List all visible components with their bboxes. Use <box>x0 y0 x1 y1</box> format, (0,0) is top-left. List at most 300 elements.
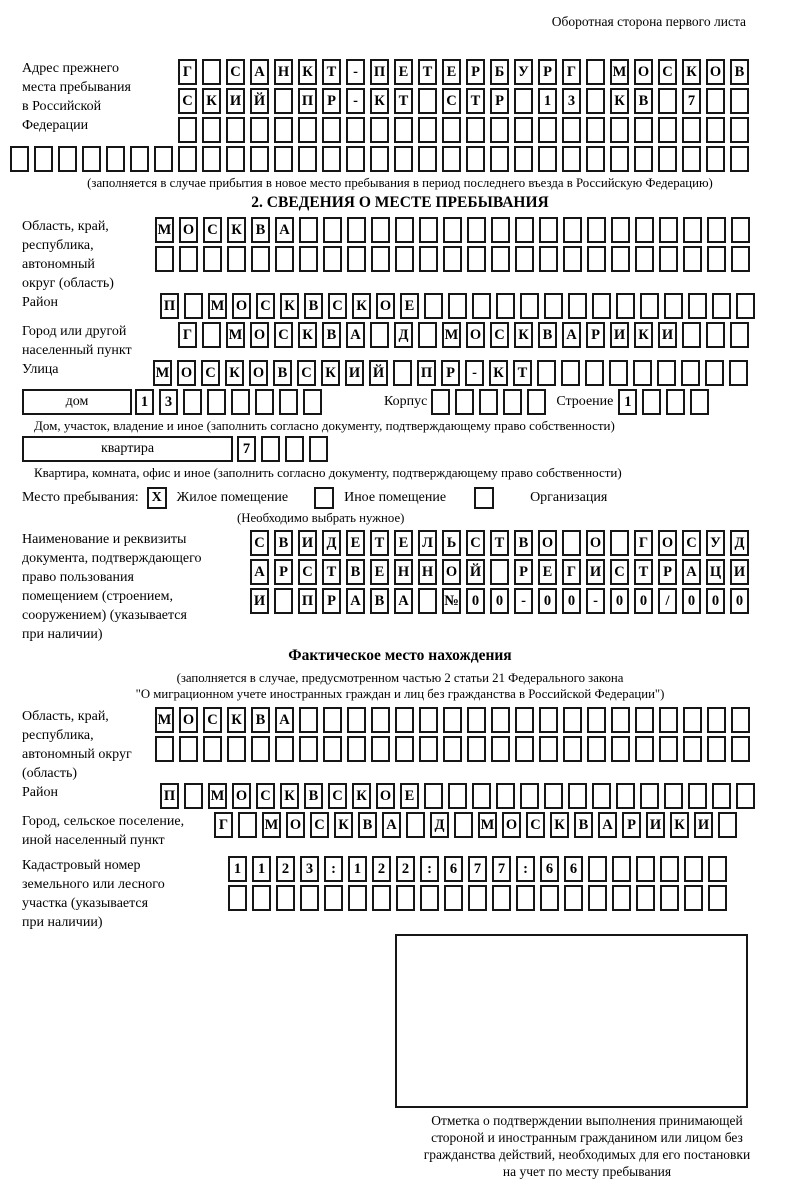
form-cell[interactable] <box>155 736 174 762</box>
form-cell[interactable] <box>466 117 485 143</box>
form-cell[interactable] <box>682 322 701 348</box>
form-cell[interactable] <box>682 146 701 172</box>
form-cell[interactable]: К <box>670 812 689 838</box>
form-cell[interactable] <box>394 117 413 143</box>
form-cell[interactable] <box>515 736 534 762</box>
form-cell[interactable] <box>472 293 491 319</box>
form-cell[interactable]: / <box>658 588 677 614</box>
form-cell[interactable]: П <box>370 59 389 85</box>
form-cell[interactable] <box>406 812 425 838</box>
form-cell[interactable]: А <box>394 588 413 614</box>
form-cell[interactable]: С <box>274 322 293 348</box>
form-cell[interactable]: 3 <box>300 856 319 882</box>
form-cell[interactable]: Н <box>274 59 293 85</box>
form-cell[interactable] <box>448 783 467 809</box>
form-cell[interactable]: - <box>586 588 605 614</box>
form-cell[interactable] <box>561 360 580 386</box>
form-cell[interactable]: Т <box>634 559 653 585</box>
form-cell[interactable]: О <box>179 707 198 733</box>
form-cell[interactable] <box>466 146 485 172</box>
form-cell[interactable]: О <box>634 59 653 85</box>
form-cell[interactable] <box>706 88 725 114</box>
form-cell[interactable] <box>472 783 491 809</box>
form-cell[interactable]: - <box>514 588 533 614</box>
form-cell[interactable] <box>184 783 203 809</box>
form-cell[interactable] <box>544 783 563 809</box>
form-cell[interactable] <box>299 736 318 762</box>
form-cell[interactable]: К <box>321 360 340 386</box>
form-cell[interactable] <box>660 856 679 882</box>
form-cell[interactable]: А <box>250 59 269 85</box>
form-cell[interactable]: Н <box>418 559 437 585</box>
form-cell[interactable] <box>178 117 197 143</box>
form-cell[interactable]: - <box>465 360 484 386</box>
form-cell[interactable] <box>707 246 726 272</box>
form-cell[interactable] <box>616 293 635 319</box>
form-cell[interactable]: : <box>420 856 439 882</box>
form-cell[interactable] <box>207 389 226 415</box>
form-cell[interactable] <box>252 885 271 911</box>
form-cell[interactable]: К <box>227 217 246 243</box>
form-cell[interactable]: 1 <box>348 856 367 882</box>
form-cell[interactable]: И <box>646 812 665 838</box>
form-cell[interactable] <box>563 707 582 733</box>
form-cell[interactable]: Р <box>658 559 677 585</box>
form-cell[interactable] <box>658 88 677 114</box>
form-cell[interactable] <box>731 246 750 272</box>
form-cell[interactable] <box>346 117 365 143</box>
form-cell[interactable] <box>454 812 473 838</box>
form-cell[interactable]: В <box>346 559 365 585</box>
form-cell[interactable]: А <box>275 707 294 733</box>
form-cell[interactable] <box>184 293 203 319</box>
form-cell[interactable] <box>562 530 581 556</box>
form-cell[interactable] <box>516 885 535 911</box>
form-cell[interactable]: Р <box>622 812 641 838</box>
form-cell[interactable]: Е <box>400 293 419 319</box>
form-cell[interactable] <box>323 707 342 733</box>
form-cell[interactable]: Д <box>730 530 749 556</box>
form-cell[interactable] <box>731 217 750 243</box>
form-cell[interactable]: 6 <box>540 856 559 882</box>
form-cell[interactable]: В <box>370 588 389 614</box>
form-cell[interactable]: Л <box>418 530 437 556</box>
form-cell[interactable] <box>706 146 725 172</box>
form-cell[interactable]: П <box>298 88 317 114</box>
form-cell[interactable]: Й <box>369 360 388 386</box>
form-cell[interactable] <box>251 246 270 272</box>
form-cell[interactable] <box>718 812 737 838</box>
form-cell[interactable] <box>444 885 463 911</box>
form-cell[interactable] <box>503 389 522 415</box>
form-cell[interactable]: П <box>298 588 317 614</box>
form-cell[interactable]: С <box>490 322 509 348</box>
form-cell[interactable] <box>251 736 270 762</box>
form-cell[interactable]: К <box>514 322 533 348</box>
form-cell[interactable] <box>419 217 438 243</box>
form-cell[interactable]: 2 <box>396 856 415 882</box>
form-cell[interactable] <box>419 707 438 733</box>
form-cell[interactable] <box>395 707 414 733</box>
form-cell[interactable] <box>371 736 390 762</box>
form-cell[interactable] <box>395 246 414 272</box>
form-cell[interactable]: 7 <box>492 856 511 882</box>
form-cell[interactable] <box>544 293 563 319</box>
form-cell[interactable]: С <box>201 360 220 386</box>
form-cell[interactable] <box>586 117 605 143</box>
stay-checkbox-other-premises[interactable] <box>314 487 334 509</box>
form-cell[interactable] <box>299 707 318 733</box>
form-cell[interactable] <box>708 885 727 911</box>
form-cell[interactable] <box>635 246 654 272</box>
form-cell[interactable]: С <box>328 783 347 809</box>
form-cell[interactable]: У <box>514 59 533 85</box>
form-cell[interactable]: Т <box>394 88 413 114</box>
form-cell[interactable] <box>539 246 558 272</box>
form-cell[interactable] <box>659 217 678 243</box>
form-cell[interactable] <box>418 588 437 614</box>
form-cell[interactable]: О <box>502 812 521 838</box>
form-cell[interactable]: О <box>177 360 196 386</box>
form-cell[interactable] <box>274 88 293 114</box>
form-cell[interactable] <box>303 389 322 415</box>
form-cell[interactable] <box>443 707 462 733</box>
form-cell[interactable]: - <box>346 88 365 114</box>
form-cell[interactable]: В <box>273 360 292 386</box>
form-cell[interactable] <box>202 146 221 172</box>
form-cell[interactable] <box>592 293 611 319</box>
form-cell[interactable]: М <box>478 812 497 838</box>
form-cell[interactable]: М <box>153 360 172 386</box>
form-cell[interactable]: В <box>251 217 270 243</box>
form-cell[interactable]: О <box>232 783 251 809</box>
form-cell[interactable]: К <box>280 783 299 809</box>
form-cell[interactable]: 0 <box>610 588 629 614</box>
form-cell[interactable] <box>347 246 366 272</box>
form-cell[interactable] <box>455 389 474 415</box>
form-cell[interactable] <box>393 360 412 386</box>
form-cell[interactable] <box>640 293 659 319</box>
form-cell[interactable] <box>684 856 703 882</box>
form-cell[interactable] <box>371 217 390 243</box>
form-cell[interactable]: О <box>658 530 677 556</box>
form-cell[interactable] <box>664 293 683 319</box>
form-cell[interactable]: Г <box>178 322 197 348</box>
form-cell[interactable]: С <box>297 360 316 386</box>
form-cell[interactable] <box>611 736 630 762</box>
form-cell[interactable]: 0 <box>466 588 485 614</box>
form-cell[interactable] <box>612 885 631 911</box>
form-cell[interactable] <box>657 360 676 386</box>
form-cell[interactable]: С <box>328 293 347 319</box>
form-cell[interactable]: М <box>442 322 461 348</box>
form-cell[interactable] <box>612 856 631 882</box>
form-cell[interactable] <box>514 117 533 143</box>
form-cell[interactable]: И <box>250 588 269 614</box>
form-cell[interactable] <box>660 885 679 911</box>
form-cell[interactable] <box>370 146 389 172</box>
form-cell[interactable] <box>276 885 295 911</box>
form-cell[interactable] <box>372 885 391 911</box>
form-cell[interactable] <box>585 360 604 386</box>
form-cell[interactable]: Р <box>322 588 341 614</box>
form-cell[interactable] <box>275 736 294 762</box>
form-cell[interactable] <box>496 293 515 319</box>
form-cell[interactable]: Т <box>322 559 341 585</box>
form-cell[interactable]: 3 <box>562 88 581 114</box>
form-cell[interactable]: Е <box>346 530 365 556</box>
form-cell[interactable] <box>592 783 611 809</box>
form-cell[interactable] <box>238 812 257 838</box>
form-cell[interactable] <box>634 117 653 143</box>
form-cell[interactable]: 7 <box>237 436 256 462</box>
form-cell[interactable] <box>395 736 414 762</box>
form-cell[interactable]: 0 <box>490 588 509 614</box>
form-cell[interactable] <box>479 389 498 415</box>
form-cell[interactable] <box>610 117 629 143</box>
form-cell[interactable] <box>130 146 149 172</box>
form-cell[interactable]: Й <box>466 559 485 585</box>
form-cell[interactable] <box>562 146 581 172</box>
form-cell[interactable] <box>275 246 294 272</box>
form-cell[interactable]: С <box>442 88 461 114</box>
form-cell[interactable]: Т <box>513 360 532 386</box>
form-cell[interactable]: А <box>250 559 269 585</box>
form-cell[interactable] <box>298 146 317 172</box>
form-cell[interactable] <box>538 117 557 143</box>
form-cell[interactable]: 0 <box>706 588 725 614</box>
form-cell[interactable] <box>706 322 725 348</box>
form-cell[interactable]: П <box>160 783 179 809</box>
form-cell[interactable]: В <box>574 812 593 838</box>
form-cell[interactable] <box>729 360 748 386</box>
form-cell[interactable] <box>705 360 724 386</box>
form-cell[interactable]: С <box>203 707 222 733</box>
form-cell[interactable] <box>537 360 556 386</box>
form-cell[interactable] <box>635 217 654 243</box>
form-cell[interactable] <box>467 707 486 733</box>
form-cell[interactable] <box>568 293 587 319</box>
form-cell[interactable] <box>300 885 319 911</box>
form-cell[interactable]: М <box>262 812 281 838</box>
form-cell[interactable] <box>419 246 438 272</box>
form-cell[interactable] <box>666 389 685 415</box>
form-cell[interactable] <box>587 707 606 733</box>
form-cell[interactable] <box>34 146 53 172</box>
form-cell[interactable] <box>588 885 607 911</box>
form-cell[interactable] <box>634 146 653 172</box>
form-cell[interactable]: С <box>226 59 245 85</box>
form-cell[interactable]: В <box>634 88 653 114</box>
form-cell[interactable] <box>730 146 749 172</box>
form-cell[interactable] <box>395 217 414 243</box>
form-cell[interactable]: Р <box>322 88 341 114</box>
stay-checkbox-residential[interactable]: X <box>147 487 167 509</box>
form-cell[interactable] <box>611 217 630 243</box>
form-cell[interactable]: В <box>274 530 293 556</box>
form-cell[interactable] <box>520 783 539 809</box>
form-cell[interactable] <box>442 117 461 143</box>
form-cell[interactable] <box>587 246 606 272</box>
form-cell[interactable]: Т <box>418 59 437 85</box>
form-cell[interactable]: О <box>442 559 461 585</box>
form-cell[interactable]: А <box>275 217 294 243</box>
form-cell[interactable] <box>155 246 174 272</box>
form-cell[interactable] <box>202 117 221 143</box>
form-cell[interactable]: К <box>227 707 246 733</box>
form-cell[interactable]: И <box>586 559 605 585</box>
form-cell[interactable] <box>420 885 439 911</box>
form-cell[interactable]: К <box>550 812 569 838</box>
form-cell[interactable]: М <box>226 322 245 348</box>
form-cell[interactable] <box>659 736 678 762</box>
form-cell[interactable] <box>323 736 342 762</box>
form-cell[interactable]: 1 <box>228 856 247 882</box>
form-cell[interactable] <box>610 146 629 172</box>
form-cell[interactable]: К <box>298 59 317 85</box>
form-cell[interactable] <box>396 885 415 911</box>
form-cell[interactable] <box>467 736 486 762</box>
form-cell[interactable] <box>370 117 389 143</box>
form-cell[interactable]: С <box>658 59 677 85</box>
form-cell[interactable] <box>588 856 607 882</box>
form-cell[interactable] <box>299 246 318 272</box>
form-cell[interactable] <box>202 322 221 348</box>
form-cell[interactable] <box>419 736 438 762</box>
form-cell[interactable]: Р <box>441 360 460 386</box>
form-cell[interactable] <box>418 146 437 172</box>
form-cell[interactable] <box>707 736 726 762</box>
form-cell[interactable] <box>418 322 437 348</box>
form-cell[interactable]: О <box>249 360 268 386</box>
form-cell[interactable]: С <box>298 559 317 585</box>
form-cell[interactable] <box>562 117 581 143</box>
form-cell[interactable] <box>491 246 510 272</box>
form-cell[interactable]: В <box>358 812 377 838</box>
form-cell[interactable] <box>443 246 462 272</box>
form-cell[interactable] <box>708 856 727 882</box>
form-cell[interactable]: Р <box>514 559 533 585</box>
form-cell[interactable]: Т <box>490 530 509 556</box>
form-cell[interactable] <box>467 246 486 272</box>
form-cell[interactable]: Т <box>466 88 485 114</box>
form-cell[interactable]: 0 <box>682 588 701 614</box>
form-cell[interactable]: С <box>466 530 485 556</box>
form-cell[interactable] <box>730 322 749 348</box>
form-cell[interactable]: Т <box>322 59 341 85</box>
form-cell[interactable] <box>515 707 534 733</box>
form-cell[interactable] <box>635 736 654 762</box>
form-cell[interactable] <box>250 146 269 172</box>
form-cell[interactable]: В <box>730 59 749 85</box>
form-cell[interactable] <box>227 246 246 272</box>
form-cell[interactable] <box>370 322 389 348</box>
form-cell[interactable] <box>58 146 77 172</box>
form-cell[interactable] <box>731 707 750 733</box>
form-cell[interactable]: 0 <box>538 588 557 614</box>
form-cell[interactable] <box>274 146 293 172</box>
form-cell[interactable]: К <box>225 360 244 386</box>
form-cell[interactable]: В <box>251 707 270 733</box>
form-cell[interactable]: С <box>256 293 275 319</box>
form-cell[interactable]: 7 <box>682 88 701 114</box>
form-cell[interactable]: К <box>334 812 353 838</box>
form-cell[interactable] <box>563 246 582 272</box>
form-cell[interactable]: Е <box>400 783 419 809</box>
form-cell[interactable] <box>587 736 606 762</box>
form-cell[interactable] <box>736 783 755 809</box>
form-cell[interactable] <box>633 360 652 386</box>
form-cell[interactable] <box>684 885 703 911</box>
form-cell[interactable] <box>688 783 707 809</box>
form-cell[interactable] <box>227 736 246 762</box>
form-cell[interactable]: Г <box>214 812 233 838</box>
form-cell[interactable] <box>491 707 510 733</box>
form-cell[interactable]: 2 <box>372 856 391 882</box>
form-cell[interactable] <box>274 588 293 614</box>
form-cell[interactable] <box>154 146 173 172</box>
form-cell[interactable] <box>82 146 101 172</box>
form-cell[interactable]: К <box>352 783 371 809</box>
form-cell[interactable] <box>611 707 630 733</box>
form-cell[interactable] <box>539 217 558 243</box>
form-cell[interactable]: П <box>417 360 436 386</box>
form-cell[interactable] <box>322 117 341 143</box>
form-cell[interactable] <box>347 707 366 733</box>
form-cell[interactable] <box>371 246 390 272</box>
form-cell[interactable] <box>731 736 750 762</box>
form-cell[interactable] <box>424 293 443 319</box>
form-cell[interactable]: № <box>442 588 461 614</box>
form-cell[interactable] <box>540 885 559 911</box>
form-cell[interactable]: О <box>706 59 725 85</box>
form-cell[interactable] <box>347 217 366 243</box>
form-cell[interactable]: В <box>304 783 323 809</box>
form-cell[interactable] <box>203 246 222 272</box>
form-cell[interactable] <box>424 783 443 809</box>
form-cell[interactable]: С <box>256 783 275 809</box>
form-cell[interactable] <box>520 293 539 319</box>
form-cell[interactable] <box>323 217 342 243</box>
form-cell[interactable]: А <box>346 588 365 614</box>
form-cell[interactable] <box>527 389 546 415</box>
form-cell[interactable]: К <box>202 88 221 114</box>
form-cell[interactable]: Й <box>250 88 269 114</box>
form-cell[interactable]: - <box>346 59 365 85</box>
form-cell[interactable] <box>610 530 629 556</box>
form-cell[interactable]: С <box>178 88 197 114</box>
form-cell[interactable]: Р <box>586 322 605 348</box>
form-cell[interactable]: К <box>352 293 371 319</box>
form-cell[interactable]: И <box>730 559 749 585</box>
form-cell[interactable] <box>568 783 587 809</box>
form-cell[interactable] <box>611 246 630 272</box>
form-cell[interactable] <box>443 736 462 762</box>
form-cell[interactable] <box>539 736 558 762</box>
form-cell[interactable] <box>261 436 280 462</box>
form-cell[interactable] <box>226 117 245 143</box>
form-cell[interactable] <box>707 707 726 733</box>
form-cell[interactable]: М <box>155 707 174 733</box>
form-cell[interactable]: : <box>324 856 343 882</box>
form-cell[interactable] <box>255 389 274 415</box>
form-cell[interactable] <box>563 736 582 762</box>
form-cell[interactable]: Е <box>370 559 389 585</box>
form-cell[interactable]: В <box>322 322 341 348</box>
form-cell[interactable]: 0 <box>730 588 749 614</box>
form-cell[interactable]: С <box>526 812 545 838</box>
form-cell[interactable] <box>299 217 318 243</box>
